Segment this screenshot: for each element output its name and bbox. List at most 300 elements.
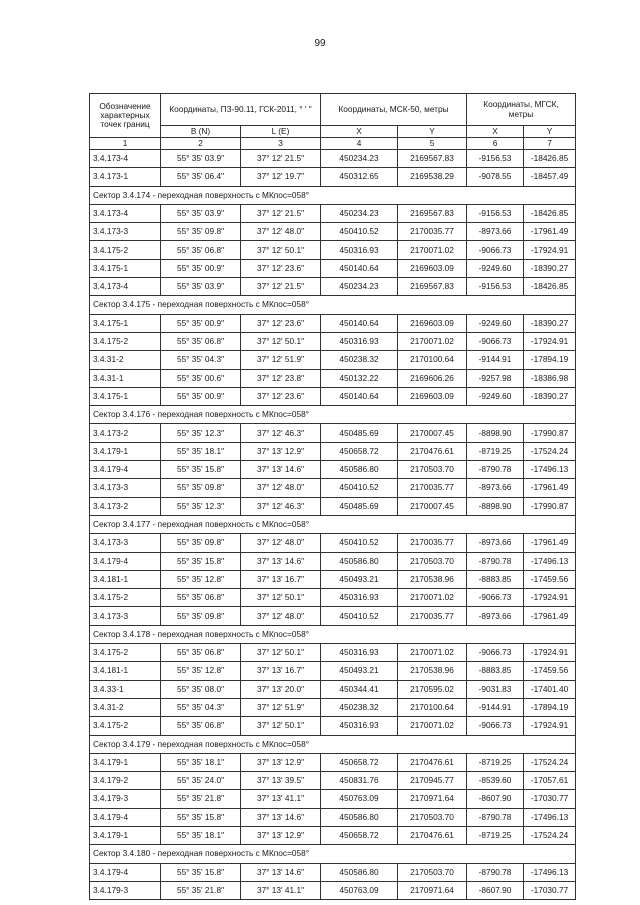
mgsk-x-cell: -9249.60 <box>467 314 524 332</box>
latitude-cell: 55° 35' 09.8" <box>161 479 241 497</box>
section-title: Сектор 3.4.175 - переходная поверхность с МКпос=058° <box>90 296 576 314</box>
mgsk-x-cell: -8973.66 <box>467 534 524 552</box>
column-number: 7 <box>524 138 576 150</box>
mgsk-y-cell: -18386.98 <box>524 369 576 387</box>
mgsk-y-cell: -17924.91 <box>524 332 576 350</box>
table-row <box>90 332 576 350</box>
msk-y-cell: 2170476.61 <box>398 442 467 460</box>
mgsk-x-cell: -9144.91 <box>467 698 524 716</box>
section-row <box>90 625 576 643</box>
msk-x-cell: 450658.72 <box>321 753 398 771</box>
msk-x-cell: 450140.64 <box>321 259 398 277</box>
msk-x-cell: 450485.69 <box>321 424 398 442</box>
section-title: Сектор 3.4.174 - переходная поверхность с МКпос=058° <box>90 186 576 204</box>
latitude-cell: 55° 35' 21.8" <box>161 881 241 899</box>
mgsk-y-cell: -17961.49 <box>524 534 576 552</box>
mgsk-x-cell: -9144.91 <box>467 351 524 369</box>
section-row <box>90 735 576 753</box>
point-id: 3.4.173-2 <box>90 424 161 442</box>
mgsk-y-cell: -18426.85 <box>524 204 576 222</box>
table-row <box>90 369 576 387</box>
point-id: 3.4.173-3 <box>90 479 161 497</box>
mgsk-x-cell: -8719.25 <box>467 826 524 844</box>
msk-y-cell: 2170476.61 <box>398 826 467 844</box>
msk-x-cell: 450234.23 <box>321 204 398 222</box>
mgsk-x-cell: -9066.73 <box>467 241 524 259</box>
longitude-cell: 37° 13' 41.1" <box>241 790 321 808</box>
mgsk-x-cell: -8973.66 <box>467 607 524 625</box>
table-row <box>90 717 576 735</box>
mgsk-x-cell: -9066.73 <box>467 717 524 735</box>
point-id: 3.4.179-3 <box>90 881 161 899</box>
mgsk-y-cell: -17030.77 <box>524 790 576 808</box>
msk-y-cell: 2170071.02 <box>398 644 467 662</box>
point-id: 3.4.179-1 <box>90 826 161 844</box>
msk-x-cell: 450493.21 <box>321 570 398 588</box>
mgsk-y-cell: -17401.40 <box>524 680 576 698</box>
subheader-x-mgsk: X <box>467 126 524 138</box>
latitude-cell: 55° 35' 00.9" <box>161 259 241 277</box>
point-id: 3.4.173-4 <box>90 278 161 296</box>
msk-x-cell: 450658.72 <box>321 826 398 844</box>
msk-y-cell: 2170071.02 <box>398 717 467 735</box>
table-row <box>90 204 576 222</box>
latitude-cell: 55° 35' 03.9" <box>161 204 241 222</box>
msk-y-cell: 2170476.61 <box>398 753 467 771</box>
msk-y-cell: 2170007.45 <box>398 497 467 515</box>
longitude-cell: 37° 12' 50.1" <box>241 644 321 662</box>
longitude-cell: 37° 12' 48.0" <box>241 479 321 497</box>
point-id: 3.4.173-1 <box>90 168 161 186</box>
table-row <box>90 826 576 844</box>
msk-x-cell: 450238.32 <box>321 698 398 716</box>
mgsk-x-cell: -9156.53 <box>467 278 524 296</box>
longitude-cell: 37° 13' 41.1" <box>241 881 321 899</box>
longitude-cell: 37° 13' 16.7" <box>241 570 321 588</box>
mgsk-x-cell: -9156.53 <box>467 204 524 222</box>
longitude-cell: 37° 12' 21.5" <box>241 204 321 222</box>
section-title: Сектор 3.4.180 - переходная поверхность с МКпос=058° <box>90 845 576 863</box>
section-row <box>90 845 576 863</box>
table-header-row <box>90 94 576 126</box>
mgsk-y-cell: -17524.24 <box>524 753 576 771</box>
longitude-cell: 37° 12' 46.3" <box>241 424 321 442</box>
latitude-cell: 55° 35' 21.8" <box>161 790 241 808</box>
mgsk-y-cell: -17524.24 <box>524 826 576 844</box>
table-row <box>90 534 576 552</box>
msk-x-cell: 450410.52 <box>321 479 398 497</box>
longitude-cell: 37° 13' 16.7" <box>241 662 321 680</box>
point-id: 3.4.175-2 <box>90 644 161 662</box>
mgsk-x-cell: -8790.78 <box>467 808 524 826</box>
table-row <box>90 241 576 259</box>
mgsk-x-cell: -8539.60 <box>467 772 524 790</box>
mgsk-y-cell: -18457.49 <box>524 168 576 186</box>
longitude-cell: 37° 12' 23.8" <box>241 369 321 387</box>
msk-y-cell: 2170035.77 <box>398 223 467 241</box>
point-id: 3.4.179-4 <box>90 461 161 479</box>
table-row <box>90 150 576 168</box>
point-id: 3.4.173-4 <box>90 150 161 168</box>
msk-y-cell: 2170007.45 <box>398 424 467 442</box>
section-row <box>90 296 576 314</box>
mgsk-y-cell: -17459.56 <box>524 570 576 588</box>
point-id: 3.4.175-1 <box>90 259 161 277</box>
point-id: 3.4.31-1 <box>90 369 161 387</box>
mgsk-x-cell: -9078.55 <box>467 168 524 186</box>
table-row <box>90 278 576 296</box>
latitude-cell: 55° 35' 12.3" <box>161 497 241 515</box>
msk-x-cell: 450586.80 <box>321 461 398 479</box>
section-title: Сектор 3.4.177 - переходная поверхность с МКпос=058° <box>90 515 576 533</box>
latitude-cell: 55° 35' 12.8" <box>161 662 241 680</box>
msk-x-cell: 450831.76 <box>321 772 398 790</box>
mgsk-y-cell: -18426.85 <box>524 278 576 296</box>
longitude-cell: 37° 12' 23.6" <box>241 387 321 405</box>
point-id: 3.4.179-3 <box>90 790 161 808</box>
table-subheader-row <box>90 126 576 138</box>
mgsk-y-cell: -18426.85 <box>524 150 576 168</box>
section-title: Сектор 3.4.179 - переходная поверхность с МКпос=058° <box>90 735 576 753</box>
latitude-cell: 55° 35' 15.8" <box>161 461 241 479</box>
msk-y-cell: 2170035.77 <box>398 607 467 625</box>
point-id: 3.4.173-2 <box>90 497 161 515</box>
table-row <box>90 790 576 808</box>
msk-x-cell: 450410.52 <box>321 534 398 552</box>
latitude-cell: 55° 35' 03.9" <box>161 150 241 168</box>
msk-y-cell: 2170100.64 <box>398 351 467 369</box>
latitude-cell: 55° 35' 04.3" <box>161 351 241 369</box>
table-row <box>90 259 576 277</box>
subheader-b: B (N) <box>161 126 241 138</box>
mgsk-y-cell: -17030.77 <box>524 881 576 899</box>
table-row <box>90 607 576 625</box>
table-row <box>90 351 576 369</box>
longitude-cell: 37° 13' 12.9" <box>241 442 321 460</box>
latitude-cell: 55° 35' 12.3" <box>161 424 241 442</box>
msk-y-cell: 2170971.64 <box>398 881 467 899</box>
msk-y-cell: 2170100.64 <box>398 698 467 716</box>
column-number: 5 <box>398 138 467 150</box>
mgsk-x-cell: -8607.90 <box>467 881 524 899</box>
mgsk-y-cell: -17524.24 <box>524 442 576 460</box>
point-id: 3.4.179-4 <box>90 808 161 826</box>
msk-y-cell: 2169567.83 <box>398 204 467 222</box>
latitude-cell: 55° 35' 15.8" <box>161 808 241 826</box>
mgsk-y-cell: -17496.13 <box>524 808 576 826</box>
latitude-cell: 55° 35' 06.8" <box>161 589 241 607</box>
longitude-cell: 37° 12' 50.1" <box>241 241 321 259</box>
table-row <box>90 168 576 186</box>
mgsk-x-cell: -8973.66 <box>467 223 524 241</box>
longitude-cell: 37° 12' 19.7" <box>241 168 321 186</box>
msk-x-cell: 450316.93 <box>321 332 398 350</box>
mgsk-x-cell: -8790.78 <box>467 552 524 570</box>
latitude-cell: 55° 35' 15.8" <box>161 863 241 881</box>
table-row <box>90 442 576 460</box>
column-number-row <box>90 138 576 150</box>
latitude-cell: 55° 35' 06.8" <box>161 332 241 350</box>
latitude-cell: 55° 35' 15.8" <box>161 552 241 570</box>
latitude-cell: 55° 35' 09.8" <box>161 534 241 552</box>
table-row <box>90 589 576 607</box>
longitude-cell: 37° 12' 48.0" <box>241 607 321 625</box>
mgsk-x-cell: -8607.90 <box>467 790 524 808</box>
msk-x-cell: 450316.93 <box>321 717 398 735</box>
longitude-cell: 37° 13' 12.9" <box>241 826 321 844</box>
coordinates-table <box>89 93 576 900</box>
point-id: 3.4.175-1 <box>90 387 161 405</box>
mgsk-y-cell: -17496.13 <box>524 461 576 479</box>
latitude-cell: 55° 35' 06.4" <box>161 168 241 186</box>
mgsk-x-cell: -8973.66 <box>467 479 524 497</box>
subheader-y-msk: Y <box>398 126 467 138</box>
msk-x-cell: 450586.80 <box>321 552 398 570</box>
point-id: 3.4.179-1 <box>90 442 161 460</box>
mgsk-x-cell: -9249.60 <box>467 387 524 405</box>
msk-y-cell: 2170071.02 <box>398 241 467 259</box>
msk-y-cell: 2169567.83 <box>398 278 467 296</box>
table-row <box>90 863 576 881</box>
point-id: 3.4.179-1 <box>90 753 161 771</box>
msk-y-cell: 2170595.02 <box>398 680 467 698</box>
table-row <box>90 808 576 826</box>
longitude-cell: 37° 13' 14.6" <box>241 863 321 881</box>
msk-y-cell: 2170503.70 <box>398 863 467 881</box>
mgsk-y-cell: -18390.27 <box>524 387 576 405</box>
latitude-cell: 55° 35' 00.6" <box>161 369 241 387</box>
msk-x-cell: 450316.93 <box>321 644 398 662</box>
header-group-mgsk: Координаты, МГСК, метры <box>467 94 576 126</box>
table-row <box>90 479 576 497</box>
point-id: 3.4.175-2 <box>90 332 161 350</box>
table-row <box>90 314 576 332</box>
mgsk-y-cell: -17459.56 <box>524 662 576 680</box>
longitude-cell: 37° 12' 48.0" <box>241 534 321 552</box>
msk-y-cell: 2170503.70 <box>398 461 467 479</box>
msk-x-cell: 450586.80 <box>321 808 398 826</box>
longitude-cell: 37° 12' 21.5" <box>241 278 321 296</box>
table-row <box>90 698 576 716</box>
point-id: 3.4.173-3 <box>90 534 161 552</box>
msk-y-cell: 2170945.77 <box>398 772 467 790</box>
longitude-cell: 37° 13' 14.6" <box>241 808 321 826</box>
msk-x-cell: 450763.09 <box>321 790 398 808</box>
msk-y-cell: 2170035.77 <box>398 534 467 552</box>
page-number: 99 <box>314 38 326 49</box>
latitude-cell: 55° 35' 09.8" <box>161 223 241 241</box>
point-id: 3.4.179-4 <box>90 863 161 881</box>
column-number: 4 <box>321 138 398 150</box>
longitude-cell: 37° 12' 50.1" <box>241 717 321 735</box>
point-id: 3.4.175-2 <box>90 717 161 735</box>
subheader-l: L (E) <box>241 126 321 138</box>
msk-x-cell: 450234.23 <box>321 278 398 296</box>
point-id: 3.4.173-3 <box>90 607 161 625</box>
msk-x-cell: 450316.93 <box>321 241 398 259</box>
mgsk-x-cell: -8883.85 <box>467 662 524 680</box>
msk-y-cell: 2169603.09 <box>398 259 467 277</box>
table-row <box>90 772 576 790</box>
msk-x-cell: 450238.32 <box>321 351 398 369</box>
mgsk-y-cell: -17894.19 <box>524 351 576 369</box>
longitude-cell: 37° 13' 12.9" <box>241 753 321 771</box>
point-id: 3.4.179-2 <box>90 772 161 790</box>
latitude-cell: 55° 35' 24.0" <box>161 772 241 790</box>
table-row <box>90 753 576 771</box>
mgsk-x-cell: -9031.83 <box>467 680 524 698</box>
msk-x-cell: 450140.64 <box>321 387 398 405</box>
msk-x-cell: 450312.65 <box>321 168 398 186</box>
msk-y-cell: 2170538.96 <box>398 570 467 588</box>
msk-y-cell: 2170971.64 <box>398 790 467 808</box>
latitude-cell: 55° 35' 18.1" <box>161 753 241 771</box>
mgsk-y-cell: -18390.27 <box>524 314 576 332</box>
longitude-cell: 37° 12' 50.1" <box>241 332 321 350</box>
longitude-cell: 37° 13' 39.5" <box>241 772 321 790</box>
msk-y-cell: 2170503.70 <box>398 552 467 570</box>
point-id: 3.4.173-4 <box>90 204 161 222</box>
msk-x-cell: 450316.93 <box>321 589 398 607</box>
longitude-cell: 37° 12' 23.6" <box>241 314 321 332</box>
msk-x-cell: 450493.21 <box>321 662 398 680</box>
msk-x-cell: 450410.52 <box>321 607 398 625</box>
point-id: 3.4.181-1 <box>90 570 161 588</box>
longitude-cell: 37° 12' 51.9" <box>241 698 321 716</box>
point-id: 3.4.175-1 <box>90 314 161 332</box>
column-number: 3 <box>241 138 321 150</box>
msk-y-cell: 2169603.09 <box>398 314 467 332</box>
point-id: 3.4.31-2 <box>90 698 161 716</box>
msk-y-cell: 2170538.96 <box>398 662 467 680</box>
mgsk-x-cell: -8898.90 <box>467 497 524 515</box>
table-row <box>90 552 576 570</box>
msk-x-cell: 450485.69 <box>321 497 398 515</box>
msk-y-cell: 2169603.09 <box>398 387 467 405</box>
msk-x-cell: 450132.22 <box>321 369 398 387</box>
msk-y-cell: 2170503.70 <box>398 808 467 826</box>
point-id: 3.4.173-3 <box>90 223 161 241</box>
mgsk-x-cell: -9257.98 <box>467 369 524 387</box>
mgsk-y-cell: -17894.19 <box>524 698 576 716</box>
mgsk-x-cell: -8719.25 <box>467 442 524 460</box>
latitude-cell: 55° 35' 06.8" <box>161 241 241 259</box>
table-row <box>90 461 576 479</box>
subheader-x-msk: X <box>321 126 398 138</box>
msk-x-cell: 450658.72 <box>321 442 398 460</box>
msk-y-cell: 2170071.02 <box>398 332 467 350</box>
longitude-cell: 37° 12' 50.1" <box>241 589 321 607</box>
header-designation: Обозначение характерных точек границ <box>90 94 161 138</box>
msk-x-cell: 450763.09 <box>321 881 398 899</box>
latitude-cell: 55° 35' 12.8" <box>161 570 241 588</box>
section-row <box>90 186 576 204</box>
table-row <box>90 881 576 899</box>
msk-y-cell: 2170035.77 <box>398 479 467 497</box>
mgsk-x-cell: -9249.60 <box>467 259 524 277</box>
point-id: 3.4.33-1 <box>90 680 161 698</box>
table-row <box>90 223 576 241</box>
table-row <box>90 497 576 515</box>
mgsk-y-cell: -17990.87 <box>524 497 576 515</box>
section-row <box>90 515 576 533</box>
table-row <box>90 424 576 442</box>
column-number: 2 <box>161 138 241 150</box>
mgsk-x-cell: -8719.25 <box>467 753 524 771</box>
point-id: 3.4.175-2 <box>90 589 161 607</box>
msk-x-cell: 450410.52 <box>321 223 398 241</box>
latitude-cell: 55° 35' 09.8" <box>161 607 241 625</box>
mgsk-y-cell: -17924.91 <box>524 589 576 607</box>
msk-y-cell: 2170071.02 <box>398 589 467 607</box>
header-group-msk: Координаты, МСК-50, метры <box>321 94 467 126</box>
mgsk-y-cell: -17961.49 <box>524 607 576 625</box>
mgsk-y-cell: -17057.61 <box>524 772 576 790</box>
mgsk-x-cell: -8883.85 <box>467 570 524 588</box>
mgsk-x-cell: -8790.78 <box>467 461 524 479</box>
latitude-cell: 55° 35' 06.8" <box>161 717 241 735</box>
section-title: Сектор 3.4.176 - переходная поверхность с МКпос=058° <box>90 406 576 424</box>
latitude-cell: 55° 35' 03.9" <box>161 278 241 296</box>
longitude-cell: 37° 12' 48.0" <box>241 223 321 241</box>
latitude-cell: 55° 35' 18.1" <box>161 442 241 460</box>
mgsk-x-cell: -9066.73 <box>467 644 524 662</box>
mgsk-x-cell: -8898.90 <box>467 424 524 442</box>
mgsk-y-cell: -17496.13 <box>524 552 576 570</box>
mgsk-y-cell: -17961.49 <box>524 479 576 497</box>
latitude-cell: 55° 35' 06.8" <box>161 644 241 662</box>
msk-x-cell: 450140.64 <box>321 314 398 332</box>
table-row <box>90 662 576 680</box>
mgsk-x-cell: -9156.53 <box>467 150 524 168</box>
longitude-cell: 37° 13' 20.0" <box>241 680 321 698</box>
longitude-cell: 37° 12' 51.9" <box>241 351 321 369</box>
msk-y-cell: 2169538.29 <box>398 168 467 186</box>
msk-y-cell: 2169606.26 <box>398 369 467 387</box>
column-number: 6 <box>467 138 524 150</box>
header-group-pz: Координаты, ПЗ-90.11, ГСК-2011, ° ' " <box>161 94 321 126</box>
section-title: Сектор 3.4.178 - переходная поверхность с МКпос=058° <box>90 625 576 643</box>
longitude-cell: 37° 12' 23.6" <box>241 259 321 277</box>
mgsk-y-cell: -17924.91 <box>524 717 576 735</box>
msk-x-cell: 450234.23 <box>321 150 398 168</box>
latitude-cell: 55° 35' 04.3" <box>161 698 241 716</box>
msk-y-cell: 2169567.83 <box>398 150 467 168</box>
msk-x-cell: 450586.80 <box>321 863 398 881</box>
longitude-cell: 37° 13' 14.6" <box>241 461 321 479</box>
point-id: 3.4.179-4 <box>90 552 161 570</box>
longitude-cell: 37° 12' 46.3" <box>241 497 321 515</box>
longitude-cell: 37° 12' 21.5" <box>241 150 321 168</box>
table-row <box>90 387 576 405</box>
longitude-cell: 37° 13' 14.6" <box>241 552 321 570</box>
mgsk-x-cell: -8790.78 <box>467 863 524 881</box>
table-row <box>90 680 576 698</box>
mgsk-x-cell: -9066.73 <box>467 589 524 607</box>
latitude-cell: 55° 35' 00.9" <box>161 387 241 405</box>
latitude-cell: 55° 35' 00.9" <box>161 314 241 332</box>
column-number: 1 <box>90 138 161 150</box>
mgsk-y-cell: -17961.49 <box>524 223 576 241</box>
point-id: 3.4.181-1 <box>90 662 161 680</box>
mgsk-y-cell: -17990.87 <box>524 424 576 442</box>
subheader-y-mgsk: Y <box>524 126 576 138</box>
point-id: 3.4.31-2 <box>90 351 161 369</box>
latitude-cell: 55° 35' 18.1" <box>161 826 241 844</box>
table-row <box>90 570 576 588</box>
table-row <box>90 644 576 662</box>
point-id: 3.4.175-2 <box>90 241 161 259</box>
